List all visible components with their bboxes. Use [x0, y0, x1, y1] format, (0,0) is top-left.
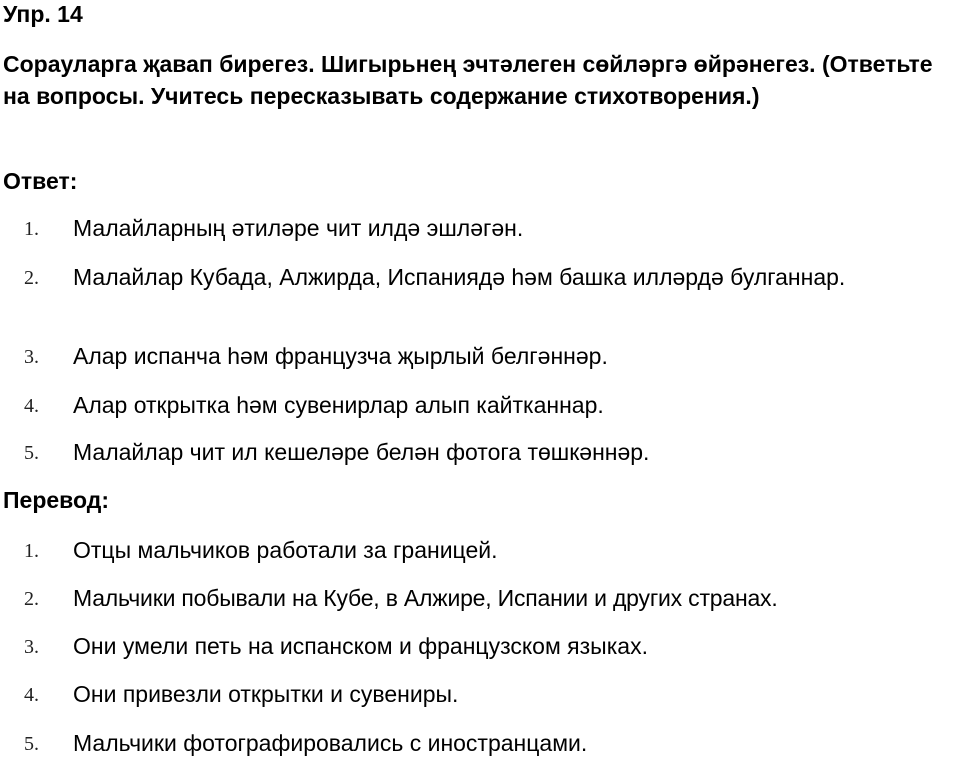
answer-label: Ответ: — [3, 168, 78, 194]
list-item-text: Мальчики побывали на Кубе, в Алжире, Испании и других странах. — [73, 585, 778, 611]
list-item-text: Отцы мальчиков работали за границей. — [73, 537, 498, 563]
list-item-text: Малайлар Кубада, Алжирда, Испаниядә һәм башка илләрдә булганнар. — [73, 264, 846, 290]
list-item-number: 4. — [24, 395, 39, 417]
exercise-question: Сорауларга җавап бирегез. Шигырьнең эчтәлеген сөйләргә өйрәнегез. (Ответьте на вопросы. Учитесь пересказывать содержание стихотворения.) — [3, 51, 933, 109]
list-item-number: 2. — [24, 267, 39, 289]
list-item-text: Они умели петь на испанском и французском языках. — [73, 633, 648, 659]
list-item-text: Алар открытка һәм сувенирлар алып кайтканнар. — [73, 392, 604, 418]
list-item-number: 3. — [24, 346, 39, 368]
list-item-number: 1. — [24, 218, 39, 240]
list-item-text: Алар испанча һәм французча җырлый белгәннәр. — [73, 343, 608, 369]
list-item-text: Малайлар чит ил кешеләре белән фотога төшкәннәр. — [73, 439, 650, 465]
list-item-text: Малайларның әтиләре чит илдә эшләгән. — [73, 215, 524, 241]
list-item-number: 1. — [24, 540, 39, 562]
exercise-title: Упр. 14 — [3, 1, 83, 27]
list-item-number: 5. — [24, 442, 39, 464]
list-item-number: 2. — [24, 588, 39, 610]
list-item-number: 3. — [24, 636, 39, 658]
list-item-text: Они привезли открытки и сувениры. — [73, 681, 459, 707]
list-item-number: 5. — [24, 733, 39, 755]
translation-label: Перевод: — [3, 487, 110, 513]
list-item-text: Мальчики фотографировались с иностранцами. — [73, 730, 588, 756]
list-item-number: 4. — [24, 684, 39, 706]
